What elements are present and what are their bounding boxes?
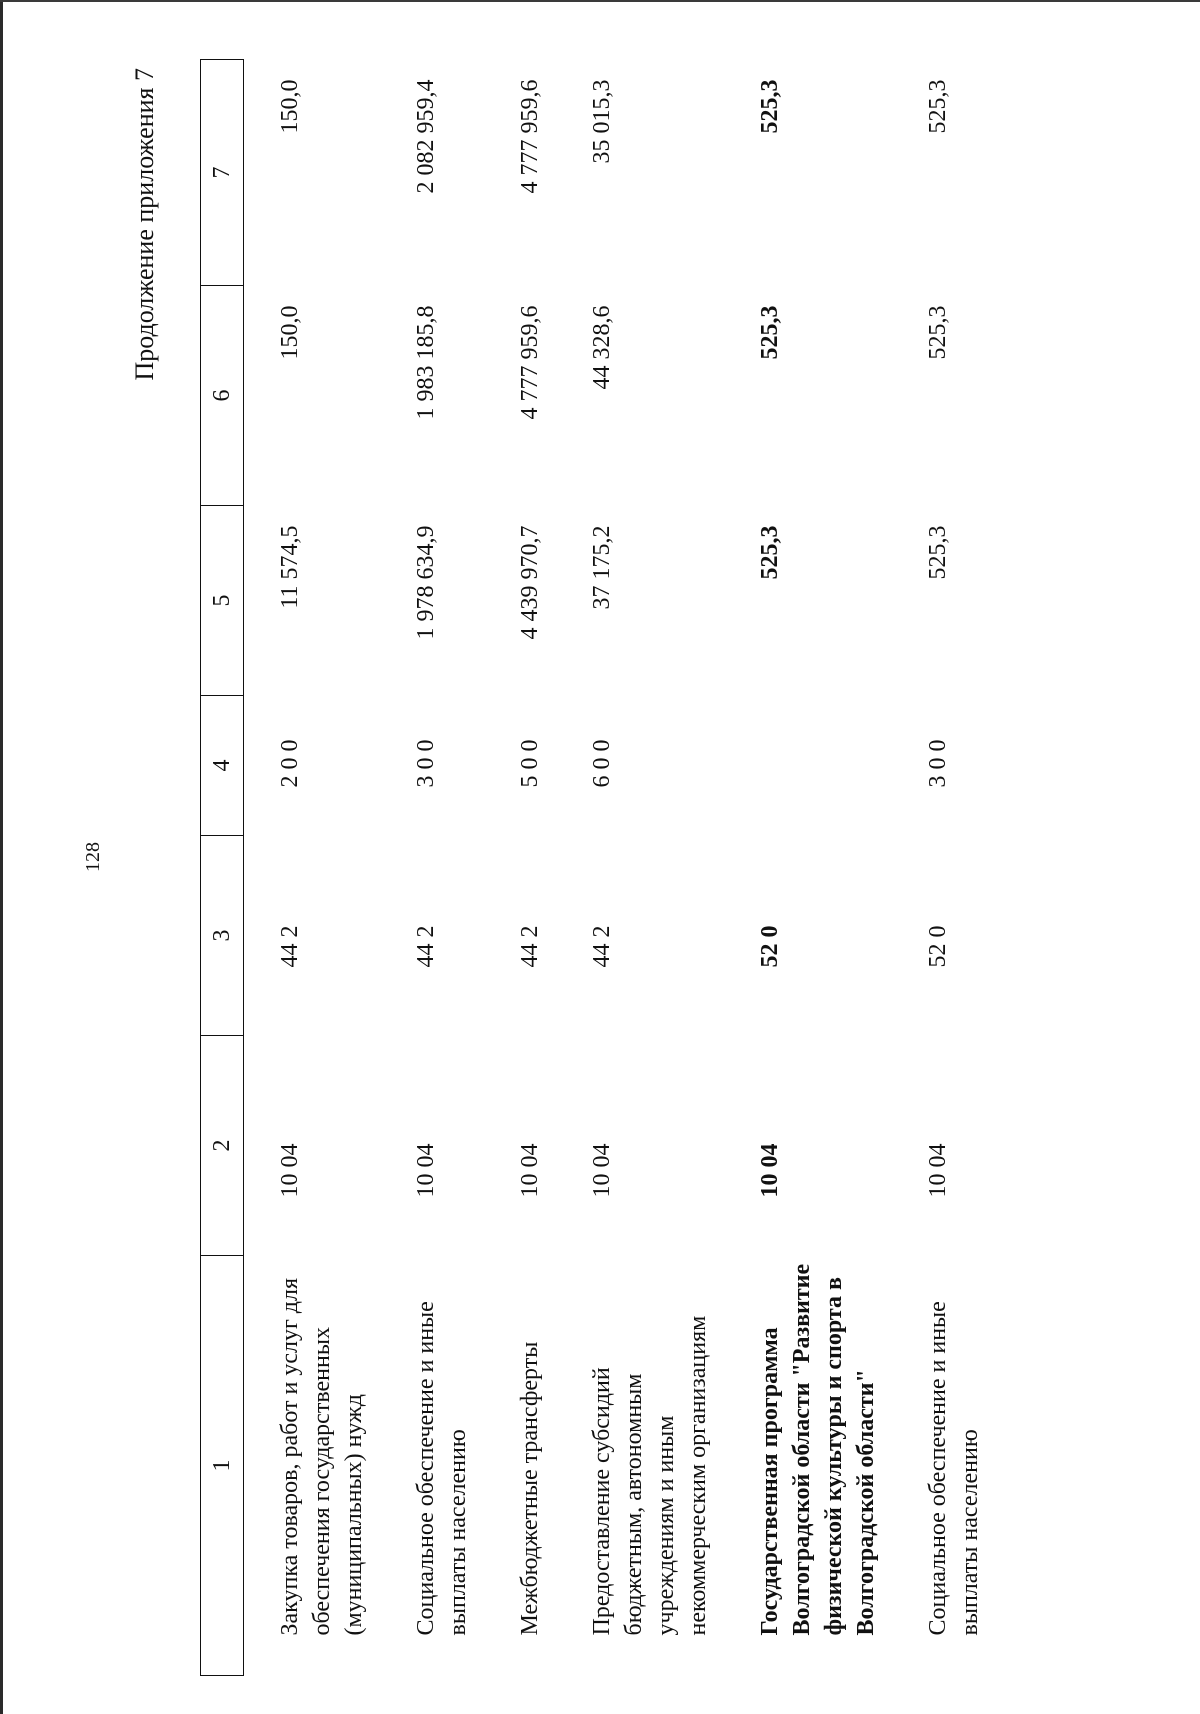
row-amount-col7: 35 015,3: [589, 79, 615, 164]
page-number: 128: [82, 842, 104, 872]
table-row: [244, 60, 393, 1676]
header-col-6: 6: [201, 286, 244, 506]
row-expense-type: 6 0 0: [589, 739, 615, 788]
row-name: Закупка товаров, работ и услуг для обеспечения государственных (муниципальных) нужд: [277, 1277, 367, 1636]
header-col-7: 7: [201, 60, 244, 286]
row-amount-col6: 150,0: [277, 305, 303, 360]
row-section-code: 10 04: [277, 1143, 303, 1198]
row-amount-col5: 1 978 634,9: [413, 525, 439, 640]
row-amount-col5: 525,3: [925, 525, 951, 580]
row-amount-col7: 525,3: [925, 79, 951, 134]
row-expense-type: [736, 696, 904, 836]
row-amount-col6: 1 983 185,8: [413, 305, 439, 420]
row-amount-col6: 44 328,6: [589, 305, 615, 390]
row-program-code: 44 2: [413, 925, 439, 968]
row-expense-type: 5 0 0: [517, 739, 543, 788]
header-col-3: 3: [201, 836, 244, 1036]
row-amount-col6: 525,3: [925, 305, 951, 360]
row-program-code: 44 2: [277, 925, 303, 968]
row-program-code: 44 2: [517, 925, 543, 968]
row-amount-col6: 525,3: [757, 305, 783, 360]
row-amount-col6: 4 777 959,6: [517, 305, 543, 420]
row-program-code: 52 0: [757, 925, 783, 968]
row-amount-col7: 525,3: [757, 79, 783, 134]
row-expense-type: 3 0 0: [925, 739, 951, 788]
header-col-4: 4: [201, 696, 244, 836]
row-amount-col5: 37 175,2: [589, 525, 615, 610]
row-program-code: 44 2: [589, 925, 615, 968]
row-section-code: 10 04: [517, 1143, 543, 1198]
table-row-program: [736, 60, 904, 1676]
header-col-1: 1: [201, 1256, 244, 1676]
row-name: Социальное обеспечение и иные выплаты населению: [413, 1301, 471, 1636]
row-amount-col5: 11 574,5: [277, 525, 303, 609]
table-header-row: [201, 60, 244, 1676]
row-section-code: 10 04: [925, 1143, 951, 1198]
row-section-code: 10 04: [589, 1143, 615, 1198]
row-expense-type: 3 0 0: [413, 739, 439, 788]
row-name: Государственная программа Волгоградской области "Развитие физической культуры и спорта в Волгоградской области": [757, 1263, 879, 1636]
row-section-code: 10 04: [413, 1143, 439, 1198]
table-row: [904, 60, 1008, 1676]
row-amount-col7: 4 777 959,6: [517, 79, 543, 194]
row-section-code: 10 04: [757, 1143, 783, 1198]
row-amount-col5: 525,3: [757, 525, 783, 580]
header-col-2: 2: [201, 1036, 244, 1256]
row-name: Межбюджетные трансферты: [517, 1341, 543, 1636]
table-row: [496, 60, 568, 1676]
row-amount-col5: 4 439 970,7: [517, 525, 543, 640]
row-amount-col7: 2 082 959,4: [413, 79, 439, 194]
budget-table: [200, 59, 1008, 1676]
header-col-5: 5: [201, 506, 244, 696]
table-row: [392, 60, 496, 1676]
row-name: Социальное обеспечение и иные выплаты населению: [925, 1301, 983, 1636]
appendix-note: Продолжение приложения 7: [130, 68, 159, 381]
row-name: Предоставление субсидий бюджетным, автономным учреждениям и иным некоммерческим организациям: [589, 1315, 711, 1636]
table-row: [568, 60, 736, 1676]
row-amount-col7: 150,0: [277, 79, 303, 134]
row-program-code: 52 0: [925, 925, 951, 968]
row-expense-type: 2 0 0: [277, 739, 303, 788]
